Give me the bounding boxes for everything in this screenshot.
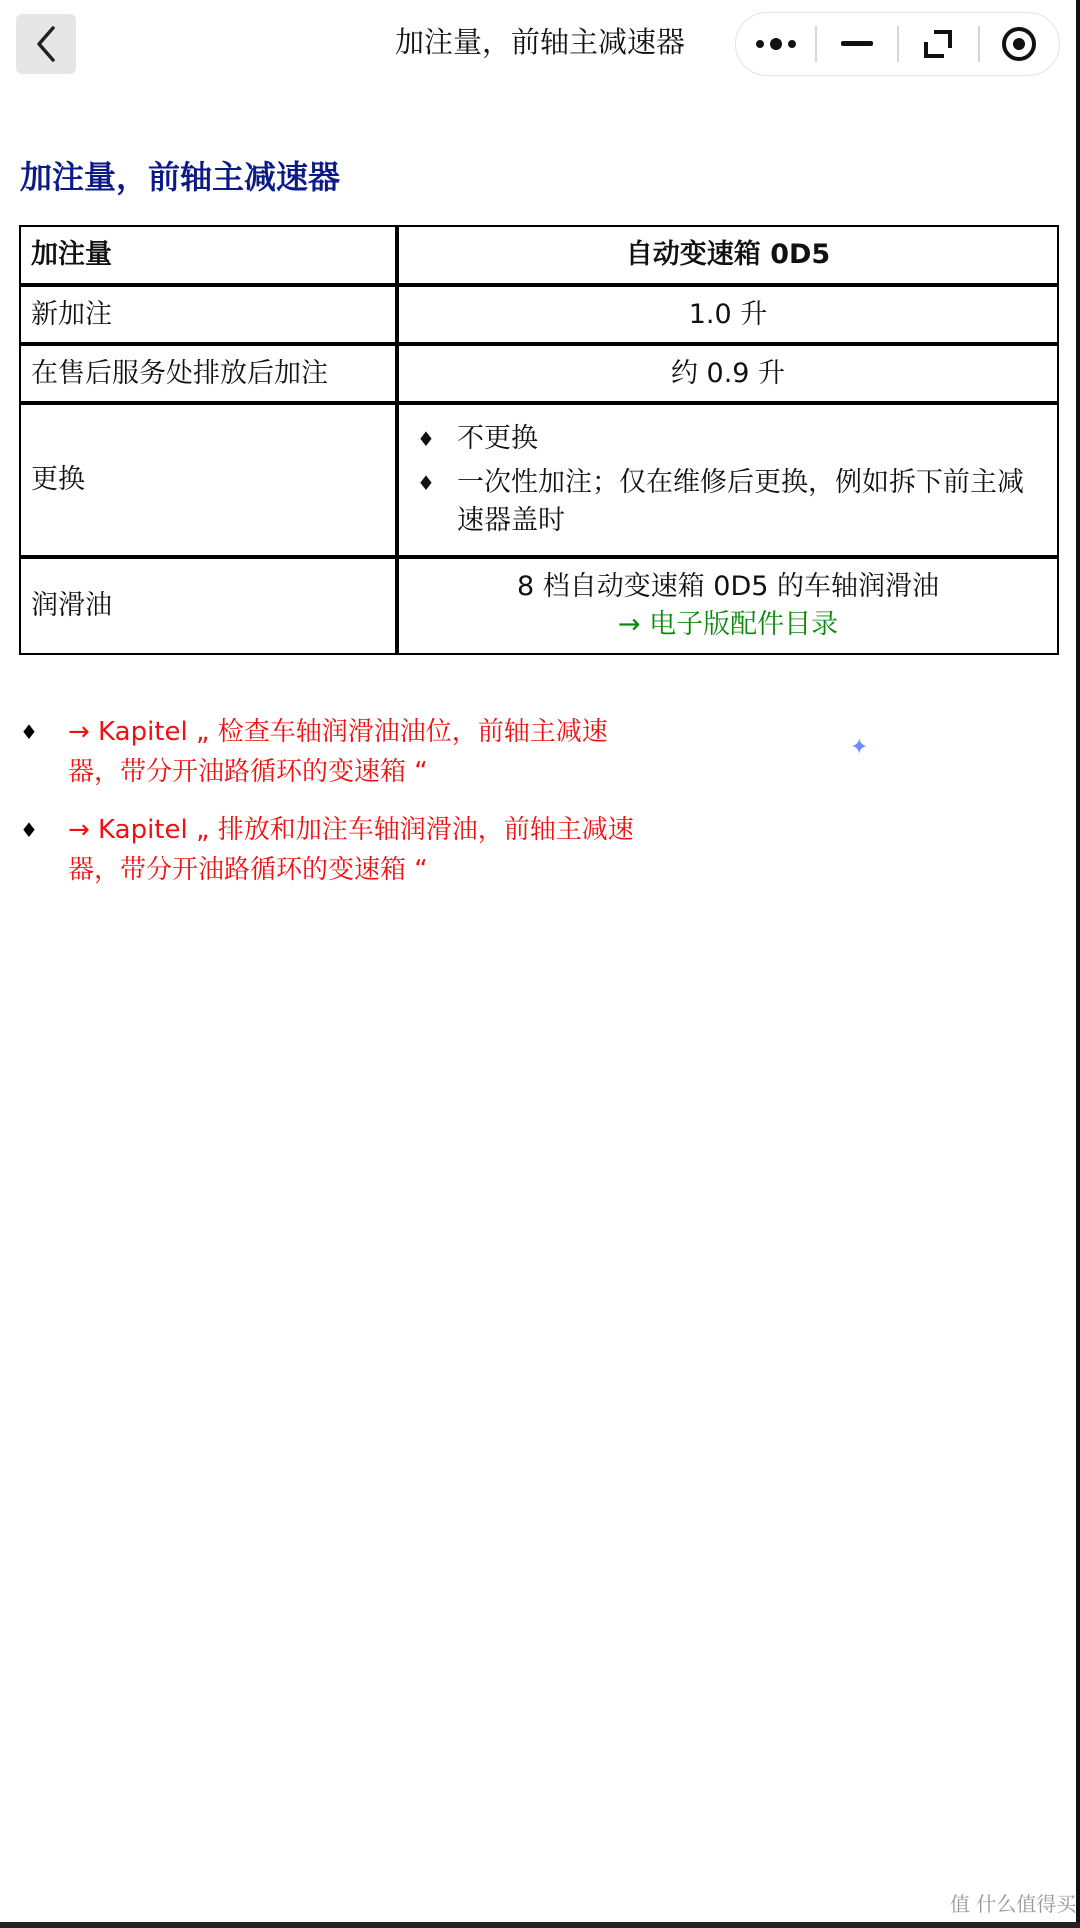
row-value: 约 0.9 升 [397,344,1059,403]
more-button[interactable] [736,13,815,75]
reference-link-text[interactable]: → Kapitel „ 排放和加注车轴润滑油，前轴主减速器，带分开油路循环的变速箱 “ [68,815,634,885]
diamond-bullet-icon: ♦ [417,471,435,495]
more-dots-icon [754,36,798,52]
minimize-icon [841,40,873,48]
back-button[interactable] [16,14,76,74]
table-row [19,344,1059,403]
table-header-cell: 自动变速箱 0D5 [397,225,1059,285]
reference-links [20,712,640,908]
restore-button[interactable] [899,13,978,75]
minimize-button[interactable] [817,13,896,75]
window-edge [1076,0,1080,1928]
table-row [19,285,1059,344]
close-button[interactable] [980,13,1059,75]
bullet-list [409,420,1047,540]
watermark: 值 什么值得买 [950,1892,1077,1916]
row-label: 新加注 [19,285,397,344]
row-label: 在售后服务处排放后加注 [19,344,397,403]
row-value [397,557,1059,655]
lubricant-name: 8 档自动变速箱 0D5 的车轴润滑油 [516,571,940,602]
target-icon [1000,25,1038,63]
diamond-bullet-icon: ♦ [20,720,38,744]
row-label: 更换 [19,403,397,557]
sparkle-icon: ✦ [850,735,869,760]
row-label: 润滑油 [19,557,397,655]
list-item-text: 一次性加注；仅在维修后更换，例如拆下前主减速器盖时 [457,467,1024,536]
table-header-row [19,225,1059,285]
diamond-bullet-icon: ♦ [417,427,435,451]
chevron-left-icon [33,24,59,64]
mini-program-capsule [735,12,1060,76]
row-value: 1.0 升 [397,285,1059,344]
window-edge [0,1922,1080,1928]
top-navigation-bar [0,0,1080,92]
list-item [409,464,1047,540]
reference-link[interactable] [20,712,640,792]
row-value [397,403,1059,557]
list-item-text: 不更换 [457,423,538,454]
parts-catalog-link[interactable]: → 电子版配件目录 [617,609,839,640]
reference-link-text[interactable]: → Kapitel „ 检查车轴润滑油油位，前轴主减速器，带分开油路循环的变速箱 “ [68,717,608,787]
table-row [19,557,1059,655]
diamond-bullet-icon: ♦ [20,818,38,842]
table-header-cell: 加注量 [19,225,397,285]
table-row [19,403,1059,557]
reference-link[interactable] [20,810,640,890]
nav-title: 加注量，前轴主减速器 [394,25,685,59]
restore-icon [922,28,954,60]
page-title: 加注量，前轴主减速器 [20,158,341,196]
fill-quantity-table [19,225,1059,655]
list-item [409,420,1047,458]
